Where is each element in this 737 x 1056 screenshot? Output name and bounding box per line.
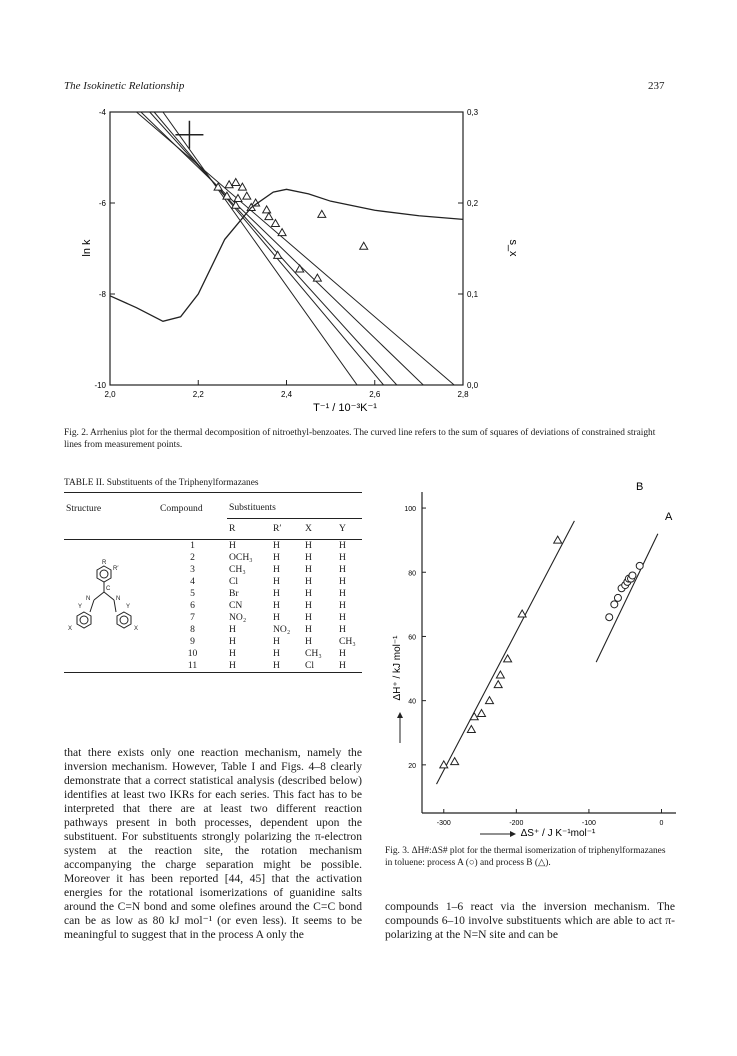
x-tick-label: -100	[581, 820, 596, 827]
svg-text:N: N	[116, 596, 121, 602]
substituent-cell: H	[305, 588, 312, 599]
point-a	[614, 594, 621, 601]
fit-line-b	[437, 521, 575, 784]
point-b	[494, 681, 502, 688]
sub-header-r-prime: R′	[273, 523, 282, 534]
y-tick-label: 40	[408, 698, 416, 706]
regression-line	[141, 112, 423, 385]
point-b	[504, 655, 512, 662]
substituent-cell: H	[339, 564, 346, 575]
fig2-x-label: T⁻¹ / 10⁻³K⁻¹	[313, 402, 377, 414]
x-label-arrowhead	[510, 831, 516, 837]
substituent-cell: H	[273, 540, 280, 551]
table-top-rule	[64, 492, 362, 493]
regression-line	[163, 112, 357, 385]
compound-number: 5	[190, 588, 195, 599]
formazane-structure-drawing	[64, 560, 154, 640]
svg-text:N: N	[86, 596, 91, 602]
y-tick-label: -4	[98, 108, 106, 117]
compound-number: 8	[190, 624, 195, 635]
y-tick-label: 80	[408, 570, 416, 578]
substituent-cell: CH₃	[305, 648, 322, 659]
substituent-cell: H	[273, 648, 280, 659]
figure-2-chart	[60, 100, 700, 415]
substituent-cell: H	[273, 600, 280, 611]
point-b	[518, 610, 526, 617]
substituent-cell: H	[305, 636, 312, 647]
point-b	[478, 709, 486, 716]
point-b	[467, 726, 475, 733]
data-point	[263, 206, 271, 213]
substituent-cell: H	[339, 576, 346, 587]
substituent-cell: H	[305, 552, 312, 563]
svg-text:Y: Y	[78, 604, 83, 610]
y-tick-label: -10	[94, 381, 106, 390]
fig3-x-label: ΔS⁺ / J K⁻¹mol⁻¹	[520, 828, 596, 839]
point-b	[470, 713, 478, 720]
data-point	[318, 210, 326, 217]
y-label-arrowhead	[397, 712, 403, 718]
substituent-cell: CH₃	[229, 564, 246, 575]
data-point	[274, 251, 282, 258]
y-tick-label: 60	[408, 634, 416, 642]
svg-text:Y: Y	[126, 604, 131, 610]
fig2-frame	[110, 112, 463, 385]
substituent-cell: Br	[229, 588, 239, 599]
sub-header-r: R	[229, 523, 236, 534]
sub-header-y: Y	[339, 523, 346, 534]
x-tick-label: 2,4	[280, 390, 293, 399]
x-tick-label: -200	[509, 820, 524, 827]
data-point	[360, 242, 368, 249]
data-point	[234, 194, 242, 201]
substituent-cell: OCH₃	[229, 552, 253, 563]
substituent-cell: H	[273, 564, 280, 575]
substituent-cell: H	[305, 540, 312, 551]
fig3-y-label: ΔH⁺ / kJ mol⁻¹	[392, 635, 403, 701]
data-point	[271, 219, 279, 226]
substituent-cell: CH₃	[339, 636, 356, 647]
svg-text:X: X	[68, 626, 73, 632]
fig2-y-right-label: s_x	[507, 239, 519, 257]
compound-number: 9	[190, 636, 195, 647]
y-tick-label: 100	[404, 506, 416, 514]
col-substituents: Substituents	[227, 498, 362, 518]
x-tick-label: 2,0	[104, 390, 116, 399]
page-number: 237	[648, 80, 665, 92]
x-tick-label: 2,8	[457, 390, 469, 399]
substituent-cell: H	[305, 576, 312, 587]
regression-line	[154, 112, 383, 385]
x-tick-label: 2,6	[369, 390, 381, 399]
compound-number: 6	[190, 600, 195, 611]
compound-number: 2	[190, 552, 195, 563]
y-tick-label: -8	[98, 290, 106, 299]
data-point	[243, 192, 251, 199]
running-title: The Isokinetic Relationship	[64, 80, 185, 92]
col-compound: Compound	[160, 502, 203, 514]
substituent-cell: H	[339, 588, 346, 599]
substituent-cell: H	[339, 600, 346, 611]
table-2-title: TABLE II. Substituents of the Triphenylformazanes	[64, 478, 259, 488]
substituent-cell: H	[339, 660, 346, 671]
table-row	[64, 539, 362, 552]
substituent-cell: H	[339, 648, 346, 659]
point-a	[629, 572, 636, 579]
x-tick-label: -300	[436, 820, 451, 827]
substituent-cell: CN	[229, 600, 243, 611]
substituent-cell: H	[273, 660, 280, 671]
point-a	[636, 562, 643, 569]
substituent-cell: H	[229, 540, 236, 551]
substituent-cell: H	[229, 660, 236, 671]
col-structure: Structure	[66, 502, 102, 514]
compound-number: 11	[187, 660, 198, 671]
table-row	[64, 648, 362, 660]
y2-tick-label: 0,1	[467, 290, 479, 299]
substituent-cell: H	[305, 600, 312, 611]
substituent-cell: H	[305, 564, 312, 575]
point-b	[554, 536, 562, 543]
substituent-cell: H	[229, 648, 236, 659]
substituent-cell: Cl	[229, 576, 239, 587]
substituent-cell: Cl	[305, 660, 315, 671]
y2-tick-label: 0,0	[467, 381, 479, 390]
svg-text:C: C	[106, 586, 111, 592]
svg-text:R′: R′	[113, 566, 119, 572]
data-point	[238, 183, 246, 190]
x-tick-label: 0	[659, 820, 664, 827]
point-b	[451, 758, 459, 765]
substituent-cell: H	[305, 624, 312, 635]
data-point	[232, 179, 240, 186]
point-b	[485, 697, 493, 704]
y2-tick-label: 0,3	[467, 108, 479, 117]
compound-number: 3	[190, 564, 195, 575]
figure-2-caption: Fig. 2. Arrhenius plot for the thermal decomposition of nitroethyl-benzoates. The curved line refers to the sum of squares of deviations of constrained straight lines from measurement points.	[64, 428, 656, 450]
substituent-cell: H	[273, 636, 280, 647]
point-a	[611, 601, 618, 608]
y2-tick-label: 0,2	[467, 199, 479, 208]
fig2-y-left-label: ln k	[81, 239, 93, 257]
data-point	[313, 274, 321, 281]
data-point	[278, 229, 286, 236]
figure-3-chart	[378, 478, 688, 839]
y-tick-label: 20	[408, 762, 416, 770]
x-tick-label: 2,2	[192, 390, 204, 399]
fit-line-a	[596, 534, 658, 662]
substituent-cell: H	[229, 636, 236, 647]
sx-curve	[110, 189, 463, 321]
substituent-cell: H	[229, 624, 236, 635]
substituent-cell: H	[339, 540, 346, 551]
substituent-cell: NO₂	[229, 612, 247, 623]
point-b	[496, 671, 504, 678]
compound-number: 10	[187, 648, 198, 659]
body-text-right-column: compounds 1–6 react via the inversion mechanism. The compounds 6–10 involve substituents which are able to act π-polarizing at the N=N site and can be	[385, 900, 675, 941]
y-tick-label: -6	[98, 199, 106, 208]
substituent-cell: H	[339, 612, 346, 623]
substituent-cell: NO₂	[273, 624, 291, 635]
data-point	[265, 213, 273, 220]
compound-number: 7	[190, 612, 195, 623]
point-a	[606, 614, 613, 621]
substituent-cell: H	[273, 576, 280, 587]
figure-3-caption: Fig. 3. ΔH#:ΔS# plot for the thermal isomerization of triphenylformazanes in toluene: process A (○) and process B (△).	[385, 846, 666, 868]
substituent-cell: H	[305, 612, 312, 623]
data-point	[232, 201, 240, 208]
fig3-label-b: B	[636, 481, 644, 493]
substituent-cell: H	[339, 552, 346, 563]
sub-header-x: X	[305, 523, 312, 534]
compound-number: 1	[190, 540, 195, 551]
substituent-cell: H	[273, 612, 280, 623]
substituent-cell: H	[273, 552, 280, 563]
body-text-left-column: that there exists only one reaction mechanism, namely the inversion mechanism. However, Table I and Figs. 4–8 clearly demonstrate that a correct statistical analysis (described below) identifies at least two IKRs for each series. This fact has to be interpreted that there are at least two different reaction pathways present in both processes, dependent upon the substituent. For substituents strongly polarizing the π-electron system at the reaction site, the rotation mechanism accompanying the charge separation might be possible. Moreover it has been reported [44, 45] that the activation energies for the rotational isomerizations of guanidine salts around the C=N bond and some olefines around the C=C bond can be as low as 80 kJ mol⁻¹ (or even less). It seems to be meaningful to suggest that in the process A only the	[64, 746, 362, 941]
substituent-cell: H	[273, 588, 280, 599]
compound-number: 4	[190, 576, 195, 587]
svg-text:X: X	[134, 626, 139, 632]
substituent-cell: H	[339, 624, 346, 635]
svg-text:R: R	[102, 560, 107, 566]
fig3-label-a: A	[665, 511, 673, 523]
table-row	[64, 660, 362, 673]
regression-line	[136, 112, 454, 385]
